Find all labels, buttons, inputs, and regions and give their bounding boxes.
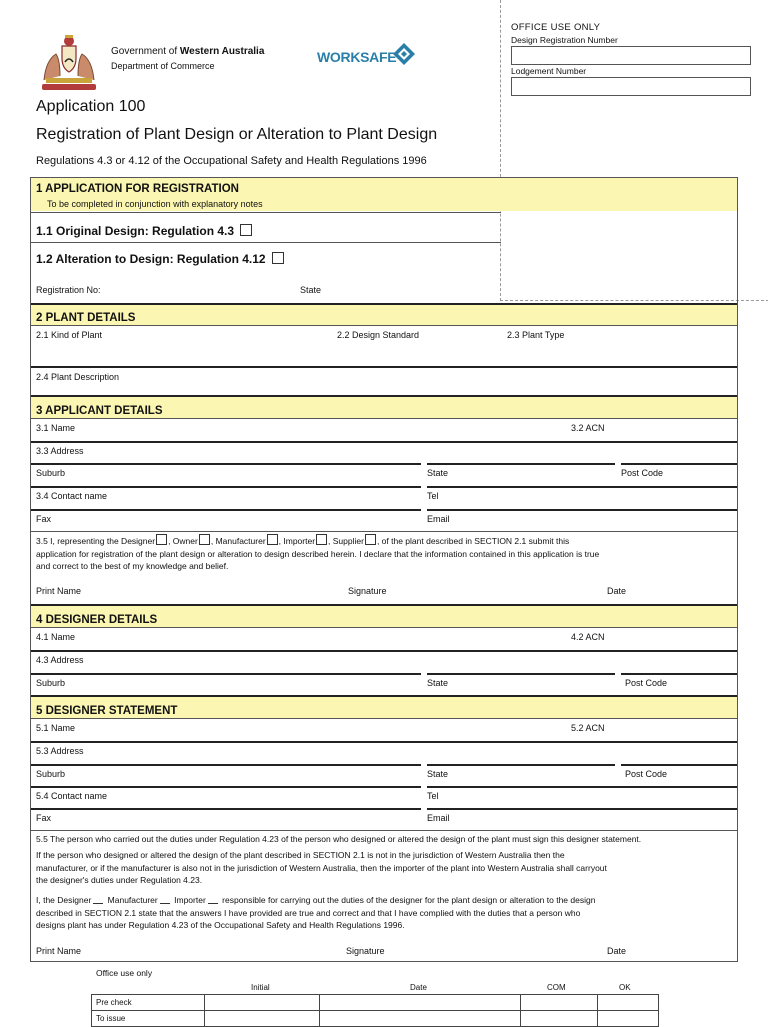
divider (31, 463, 421, 465)
statement-state-label: State (427, 769, 449, 779)
applicant-state-label: State (427, 468, 449, 478)
statement-contact-label: 5.4 Contact name (36, 791, 108, 801)
application-number: Application 100 (36, 98, 146, 115)
regulations-subtitle: Regulations 4.3 or 4.12 of the Occupational Safety and Health Regulations 1996 (36, 155, 427, 167)
table-cell[interactable] (320, 995, 521, 1011)
designer-postcode-label: Post Code (625, 678, 668, 688)
statement-fax-label: Fax (36, 813, 52, 823)
divider (31, 325, 737, 326)
government-name: Government of Western Australia (111, 46, 265, 57)
statement-manufacturer-checkbox[interactable] (160, 895, 170, 904)
statement-signature-label: Signature (346, 946, 385, 956)
table-row (92, 995, 659, 1011)
applicant-suburb-label: Suburb (36, 468, 66, 478)
office-table-header-ok: OK (619, 983, 631, 992)
table-cell[interactable] (598, 995, 659, 1011)
section-4-title: 4 DESIGNER DETAILS (36, 614, 158, 626)
plant-description-label: 2.4 Plant Description (36, 372, 120, 382)
table-row (92, 1011, 659, 1027)
divider (621, 463, 737, 465)
table-cell[interactable] (320, 1011, 521, 1027)
divider (31, 486, 421, 488)
applicant-address-label: 3.3 Address (36, 446, 84, 456)
divider (427, 673, 615, 675)
divider (31, 830, 737, 831)
divider (31, 650, 737, 652)
office-table-title: Office use only (96, 968, 153, 978)
table-cell[interactable] (521, 1011, 598, 1027)
applicant-print-name-label: Print Name (36, 586, 82, 596)
designer-address-label: 4.3 Address (36, 655, 84, 665)
statement-importer-checkbox[interactable] (208, 895, 218, 904)
designer-declaration: I, the Designer Manufacturer Importer responsible for carrying out the duties of the designer for the plant design or alteration to the design described in SECTION 2.1 state that the answers I have provided are true and correct and that I have complied with the duties that a person who designs plant has under Regulation 4.23 of the Occupational Safety and Health Regulations 1996. (36, 895, 596, 930)
table-cell[interactable] (521, 995, 598, 1011)
designer-checkbox[interactable] (156, 534, 167, 545)
applicant-declaration: 3.5 I, representing the Designer , Owner , Manufacturer , Importer , Supplier , of the plant described in SECTION 2.1 submit this application for registration of the plant design or alteration to design described herein. I declare that the information contained in this application is true and correct to the best of my knowledge and belief. (36, 536, 600, 571)
office-table-header-date: Date (410, 983, 427, 992)
statement-date-label: Date (607, 946, 627, 956)
applicant-contact-label: 3.4 Contact name (36, 491, 108, 501)
applicant-name-label: 3.1 Name (36, 423, 76, 433)
divider (621, 673, 737, 675)
original-design-checkbox[interactable] (240, 224, 252, 236)
divider (31, 303, 737, 305)
statement-print-name-label: Print Name (36, 946, 82, 956)
statement-name-label: 5.1 Name (36, 723, 76, 733)
applicant-acn-label: 3.2 ACN (571, 423, 605, 433)
wa-coat-of-arms-logo (36, 32, 102, 96)
applicant-email-label: Email (427, 514, 450, 524)
divider (31, 441, 737, 443)
section-2-title: 2 PLANT DETAILS (36, 312, 136, 324)
lodgement-number-label: Lodgement Number (511, 66, 587, 76)
registration-no-label: Registration No: (36, 285, 101, 295)
divider (427, 509, 737, 511)
divider (427, 786, 737, 788)
table-cell[interactable] (205, 1011, 320, 1027)
section-1-subtitle: To be completed in conjunction with explanatory notes (47, 199, 263, 209)
importer-checkbox[interactable] (316, 534, 327, 545)
alteration-design-checkbox[interactable] (272, 252, 284, 264)
worksafe-logo-icon (391, 41, 417, 71)
applicant-signature-label: Signature (348, 586, 387, 596)
applicant-postcode-label: Post Code (621, 468, 664, 478)
supplier-checkbox[interactable] (365, 534, 376, 545)
row-label: Pre check (92, 995, 205, 1011)
office-table-header-initial: Initial (251, 983, 270, 992)
section-1-title: 1 APPLICATION FOR REGISTRATION (36, 183, 239, 195)
divider (31, 786, 421, 788)
statement-address-label: 5.3 Address (36, 746, 84, 756)
divider (31, 212, 501, 213)
statement-email-label: Email (427, 813, 450, 823)
divider (31, 741, 737, 743)
page-title: Registration of Plant Design or Alteration to Plant Design (36, 126, 438, 143)
applicant-tel-label: Tel (427, 491, 439, 501)
designer-state-label: State (427, 678, 449, 688)
manufacturer-checkbox[interactable] (267, 534, 278, 545)
applicant-fax-label: Fax (36, 514, 52, 524)
plant-type-label: 2.3 Plant Type (507, 330, 565, 340)
designer-suburb-label: Suburb (36, 678, 66, 688)
kind-of-plant-label: 2.1 Kind of Plant (36, 330, 103, 340)
design-registration-field[interactable] (511, 46, 751, 65)
divider (31, 718, 737, 719)
applicant-date-label: Date (607, 586, 627, 596)
designer-acn-label: 4.2 ACN (571, 632, 605, 642)
section-2-band (31, 304, 737, 325)
statement-suburb-label: Suburb (36, 769, 66, 779)
statement-5-5: 5.5 The person who carried out the duties under Regulation 4.23 of the person who designed or altered the design of the plant must sign this designer statement. (36, 834, 642, 844)
divider (427, 463, 615, 465)
jurisdiction-paragraph: If the person who designed or altered the design of the plant described in SECTION 2.1 is not in the jurisdiction of Western Australia then the manufacturer, or if the manufacturer is also not in the jurisdiction of Western Australia, then the importer of the plant into Western Australia shall carryout the designer's duties under Regulation 4.23. (36, 850, 607, 885)
department-name: Department of Commerce (111, 61, 215, 71)
divider (31, 673, 421, 675)
divider (427, 764, 615, 766)
design-registration-label: Design Registration Number (511, 35, 618, 45)
table-cell[interactable] (205, 995, 320, 1011)
statement-postcode-label: Post Code (625, 769, 668, 779)
design-standard-label: 2.2 Design Standard (337, 330, 420, 340)
divider (31, 764, 421, 766)
row-label: To issue (92, 1011, 205, 1027)
table-cell[interactable] (598, 1011, 659, 1027)
lodgement-number-field[interactable] (511, 77, 751, 96)
section-5-title: 5 DESIGNER STATEMENT (36, 705, 178, 717)
office-use-title: OFFICE USE ONLY (511, 22, 601, 33)
divider (31, 366, 737, 368)
divider (31, 808, 421, 810)
original-design-option: 1.1 Original Design: Regulation 4.3 (36, 224, 252, 238)
office-table-header-com: COM (547, 983, 566, 992)
divider (427, 486, 737, 488)
divider (31, 242, 501, 243)
divider (621, 764, 737, 766)
office-use-table (91, 994, 659, 1027)
statement-designer-checkbox[interactable] (93, 895, 103, 904)
worksafe-logo-text: WORKSAFE (317, 49, 397, 65)
statement-acn-label: 5.2 ACN (571, 723, 605, 733)
divider (31, 418, 737, 419)
divider (427, 808, 737, 810)
alteration-design-option: 1.2 Alteration to Design: Regulation 4.12 (36, 252, 284, 266)
registration-state-label: State (300, 285, 322, 295)
section-3-title: 3 APPLICANT DETAILS (36, 405, 163, 417)
statement-tel-label: Tel (427, 791, 439, 801)
divider (31, 627, 737, 628)
divider (31, 531, 737, 532)
designer-name-label: 4.1 Name (36, 632, 76, 642)
owner-checkbox[interactable] (199, 534, 210, 545)
divider (31, 509, 421, 511)
